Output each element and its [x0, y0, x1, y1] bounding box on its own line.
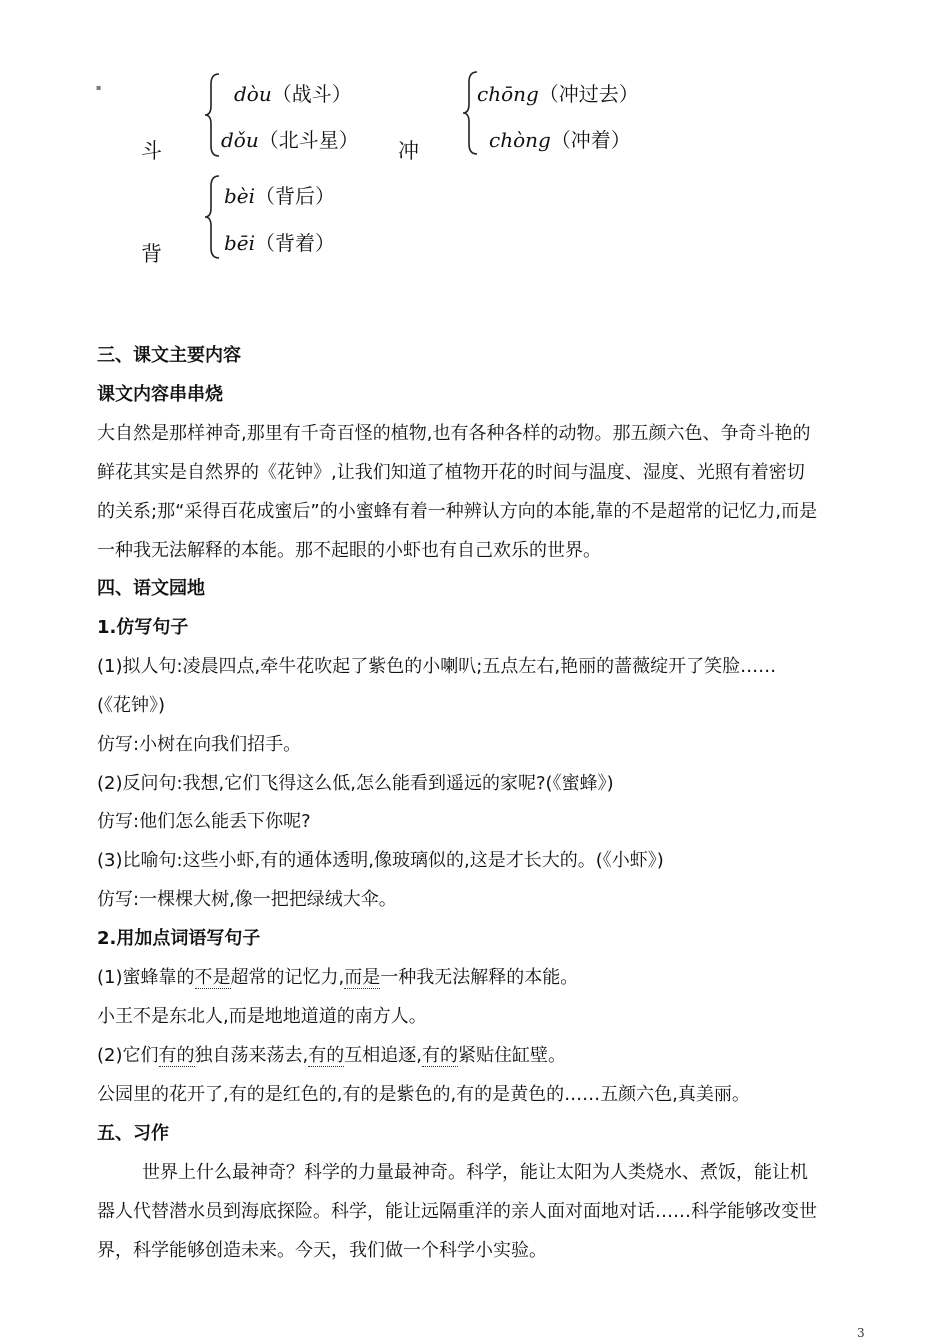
text: (2)它们 [97, 1045, 159, 1066]
stray-mark: ▪ [96, 83, 102, 92]
text: 超常的记忆力, [230, 967, 345, 988]
reading [234, 78, 352, 107]
polyphone-char: 冲 [398, 139, 419, 163]
section-heading: 四、语文园地 [97, 578, 205, 599]
word: （北斗星） [258, 128, 359, 152]
paragraph-line: 大自然是那样神奇,那里有千奇百怪的植物,也有各种各样的动物。那五颜六色、争奇斗艳的 [97, 423, 811, 444]
reading [224, 227, 335, 256]
polyphone-char: 背 [141, 242, 162, 266]
dotted-word: 有的 [158, 1045, 195, 1066]
imitation-sentence: 公园里的花开了,有的是红色的,有的是紫色的,有的是黄色的……五颜六色,真美丽。 [97, 1084, 750, 1105]
text: (1)蜜蜂靠的 [97, 967, 195, 988]
text: 互相追逐, [344, 1045, 422, 1066]
word: （背后） [255, 184, 336, 208]
section-subheading: 2.用加点词语写句子 [97, 928, 261, 949]
imitation-sentence: 仿写:一棵棵大树,像一把把绿绒大伞。 [97, 889, 397, 910]
word: （冲过去） [538, 82, 639, 106]
text: 一种我无法解释的本能。 [380, 967, 579, 988]
example-sentence: (1)拟人句:凌晨四点,牵牛花吹起了紫色的小喇叭;五点左右,艳丽的蔷薇绽开了笑脸…… [97, 656, 777, 677]
source-citation: (《花钟》) [97, 695, 166, 716]
word: （战斗） [271, 82, 352, 106]
paragraph-line: 器人代替潜水员到海底探险。科学，能让远隔重洋的亲人面对面地对话……科学能够改变世 [97, 1201, 817, 1222]
example-sentence: (3)比喻句:这些小虾,有的通体透明,像玻璃似的,这是才长大的。(《小虾》) [97, 850, 664, 871]
pinyin: chōng [477, 82, 539, 106]
dotted-word: 而是 [344, 967, 381, 988]
text: 独自荡来荡去, [194, 1045, 309, 1066]
paragraph-line: 一种我无法解释的本能。那不起眼的小虾也有自己欢乐的世界。 [97, 540, 601, 561]
section-subheading: 课文内容串串烧 [97, 384, 223, 405]
section-heading: 三、课文主要内容 [97, 345, 241, 366]
example-sentence: (2)反问句:我想,它们飞得这么低,怎么能看到遥远的家呢?(《蜜蜂》) [97, 773, 614, 794]
pinyin: dòu [234, 82, 272, 106]
paragraph-line: 界，科学能够创造未来。今天，我们做一个科学小实验。 [97, 1240, 547, 1261]
pinyin: chòng [489, 128, 551, 152]
imitation-sentence: 仿写:小树在向我们招手。 [97, 734, 302, 755]
example-sentence [97, 963, 578, 989]
example-sentence [97, 1041, 566, 1067]
dotted-word: 有的 [421, 1045, 458, 1066]
pinyin: bēi [224, 231, 256, 255]
paragraph-line: 世界上什么最神奇？科学的力量最神奇。科学，能让太阳为人类烧水、煮饭，能让机 [142, 1162, 808, 1183]
paragraph-line: 的关系;那“采得百花成蜜后”的小蜜蜂有着一种辨认方向的本能,靠的不是超常的记忆力,而是 [97, 501, 818, 522]
page-number: 3 [857, 1326, 865, 1340]
reading [477, 78, 639, 107]
imitation-sentence: 小王不是东北人,而是地地道道的南方人。 [97, 1006, 427, 1027]
word: （背着） [255, 231, 336, 255]
reading [489, 124, 631, 153]
dotted-word: 不是 [194, 967, 231, 988]
reading [221, 124, 359, 153]
section-subheading: 1.仿写句子 [97, 617, 189, 638]
section-heading: 五、习作 [97, 1123, 169, 1144]
word: （冲着） [550, 128, 631, 152]
text: 紧贴住缸壁。 [457, 1045, 566, 1066]
pinyin: bèi [224, 184, 256, 208]
brace-icon [203, 72, 221, 158]
imitation-sentence: 仿写:他们怎么能丢下你呢? [97, 811, 311, 832]
reading [224, 180, 335, 209]
brace-icon [203, 174, 221, 260]
paragraph-line: 鲜花其实是自然界的《花钟》,让我们知道了植物开花的时间与温度、湿度、光照有着密切 [97, 462, 805, 483]
dotted-word: 有的 [308, 1045, 345, 1066]
pinyin: dǒu [221, 128, 259, 152]
polyphone-char: 斗 [141, 139, 162, 163]
